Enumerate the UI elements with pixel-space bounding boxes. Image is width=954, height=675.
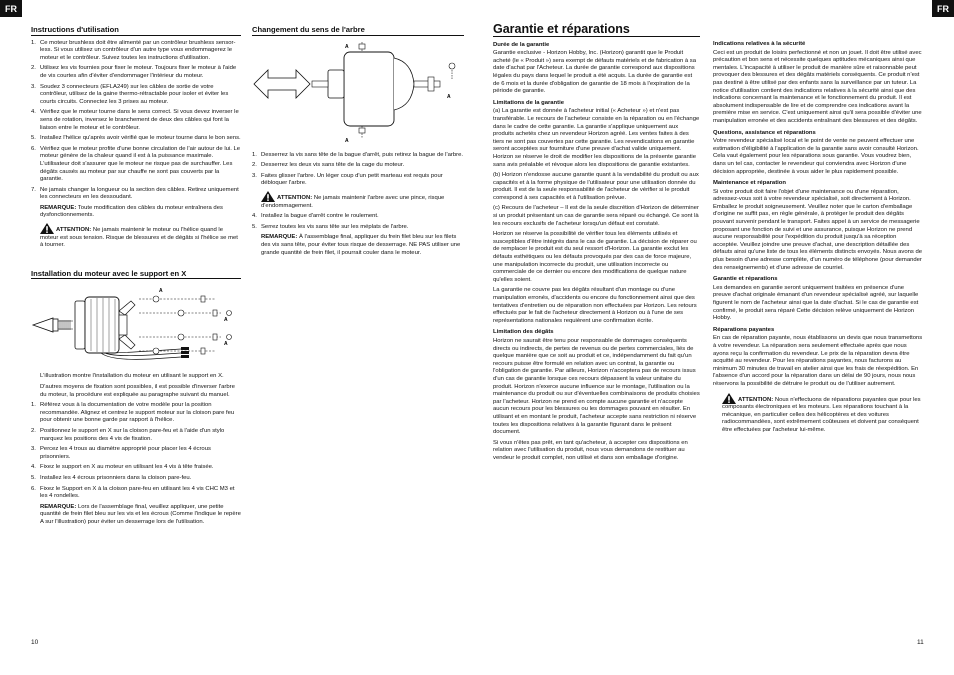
list-item: 5. Installez l'hélice qu'après avoir vérifié que le moteur tourne dans le bon sens. [31, 135, 241, 142]
page-number-right: 11 [917, 639, 924, 646]
shaft-illustration [252, 40, 464, 144]
shaft-column [252, 26, 464, 260]
list-item: 3. Soudez 3 connecteurs (EFLA249) sur les câbles de sortie de votre contrôleur, utilisez de la gaine thermo-rétractable pour isoler et éviter les courts circuits. Connectez les 3 prises au moteur. [31, 83, 229, 105]
section-heading: Indications relatives à la sécurité [713, 41, 806, 47]
install-title: Installation du moteur avec le support en X [31, 270, 241, 280]
figure-label-a: A [224, 317, 228, 324]
shaft-steps [252, 152, 464, 188]
list-item: 4. Fixez le support en X au moteur en utilisant les 4 vis à tête fraisée. [31, 464, 214, 471]
instructions-warning: ATTENTION: Ne jamais maintenir le moteur ou l'hélice quand le moteur est sous tension. Risque de blessures et de dégâts si l'hélice se met à tourner. [31, 223, 241, 250]
list-item: 2. Utilisez les vis fournies pour fixer le moteur. Toujours fixer le moteur à l'aide de vis courtes afin d'éviter d'endommager l'intérieur du moteur. [31, 65, 237, 79]
figure-label-a: A [345, 43, 349, 50]
shaft-drawing [252, 40, 464, 144]
section-heading: Maintenance et réparation [713, 180, 786, 187]
left-column [31, 26, 241, 530]
list-item: 1. Référez vous à la documentation de votre modèle pour la position recommandée. Alignez et centrez le support moteur sur la cloison pare feu pour obtenir une bonne garde par rapport à l'hélice. [31, 402, 235, 424]
warning-icon [261, 191, 275, 202]
section-paragraph: Ceci est un produit de loisirs perfectionné et non un jouet. Il doit être utilisé avec précaution et bon sens et nécessite quelques aptitudes mécaniques ainsi que mentales. L'incapacité à utiliser le produit de manière sûre et raisonnable peut provoquer des blessures et des dégâts matériels conséquents. Ce produit n'est pas destiné à être utilisé par des enfants sans la surveillance par un tuteur. La notice d'utilisation contient des indications relatives à la sécurité ainsi que des indications concernant la maintenance et le fonctionnement du produit. Il est absolument indispensable de lire et de comprendre ces indications avant la première mise en service. C'est uniquement ainsi qu'il sera possible d'éviter une manipulation erronée et des accidents entraînant des blessures et des dégâts. [713, 49, 922, 124]
section-paragraph: Les demandes en garantie seront uniquement traitées en présence d'une preuve d'achat originale émanant d'un revendeur spécialisé agréé, sur laquelle figurent le nom de l'acheteur ainsi que la date d'achat. Si le cas de garantie est confirmé, le produit sera réparé Cette décision relève uniquement de Horizon Hobby. [713, 284, 919, 322]
list-item: 4. Vérifiez que le moteur tourne dans le sens correct. Si vous devez inverser le sens de rotation, inversez le branchement de deux des câbles qui font la liaison entre le moteur et le contrôleur. [31, 109, 239, 131]
section-paragraph: Si vous n'êtes pas prêt, en tant qu'acheteur, à accepter ces dispositions en relation avec l'utilisation du produit, nous vous demandons de restituer au vendeur le produit complet, non utilisé et dans son emballage d'origine. [493, 439, 688, 461]
page-number-left: 10 [31, 639, 39, 646]
list-item: 6. Fixez le Support en X à la cloison pare-feu en utilisant les 4 vis CHC M3 et les 4 rondelles. [31, 485, 235, 500]
list-item: 5. Serrez toutes les vis sans tête sur les méplats de l'arbre. [252, 223, 409, 230]
list-item: 6. Vérifiez que le moteur profite d'une bonne circulation de l'air autour de lui. Le moteur génère de la chaleur quand il est à la puissance maximale. L'utilisateur doit s'assurer que le moteur ne risque pas de surchauffer. Les dégâts causés au moteur par sur chauffe ne sont pas couverts par la garantie. [31, 145, 241, 183]
section-paragraph: Si votre produit doit faire l'objet d'une maintenance ou d'une réparation, adressez-vous soit à votre revendeur spécialisé, soit directement à Horizon. Emballez le produit soigneusement. Veuillez noter que le carton d'emballage d'origine ne suffit pas, en règle générale, à protéger le produit des dégâts pouvant survenir pendant le transport. Faites appel à un service de messagerie proposant une fonction de suivi et une assurance, puisque Horizon ne prend aucune responsabilité pour l'expédition du produit jusqu'à sa réception acceptée. Veuillez joindre une preuve d'achat, une description détaillée des défauts ainsi qu'une liste de tous les éléments distincts envoyés. Nous avons de plus besoin d'une adresse complète, d'un numéro de téléphone (pour demander des renseignements) et d'une adresse de courriel. [713, 188, 923, 271]
section-heading: Limitations de la garantie [493, 99, 565, 106]
section-heading: Durée de la garantie [493, 41, 550, 48]
section-heading: Questions, assistance et réparations [713, 129, 816, 136]
shaft-warning: ATTENTION: Ne jamais maintenir l'arbre avec une pince, risque d'endommagement. [252, 191, 464, 210]
shaft-title: Changement du sens de l'arbre [252, 26, 464, 36]
list-item: 3. Faites glisser l'arbre. Un léger coup d'un petit marteau est requis pour débloquer l'arbre. [252, 172, 443, 187]
x-mount-drawing [31, 283, 241, 365]
list-item: 2. Positionnez le support en X sur la cloison pare-feu et à l'aide d'un stylo marquez les positions des 4 vis de fixation. [31, 428, 225, 442]
instructions-remark: REMARQUE: Toute modification des câbles du moteur entraînera des dysfonctionnements. [40, 204, 223, 219]
shaft-remark: REMARQUE: À l'assemblage final, appliquer du frein filet bleu sur les filets des vis sans tête, pour éviter tous risque de desserrage. NE PAS utiliser une grande quantité de frein filet, il pourrait couler dans le moteur. [261, 234, 461, 256]
section-paragraph: Garantie exclusive - Horizon Hobby, Inc. (Horizon) garantit que le Produit acheté (le « Produit ») sera exempt de défauts matériels et de fabrication à sa date d'achat par l'Acheteur. La durée de garantie correspond aux dispositions légales du pays dans lequel le produit a été acquis. La durée de garantie est de 6 mois et la durée d'obligation de garantie de 18 mois à l'expiration de la période de garantie. [493, 50, 697, 95]
figure-label-a: A [224, 341, 228, 348]
list-item: 1. Desserrez la vis sans tête de la bague d'arrêt, puis retirez la bague de l'arbre. [252, 151, 463, 158]
list-item: 5. Installez les 4 écrous prisonniers dans la cloison pare-feu. [31, 474, 192, 481]
x-mount-illustration [31, 283, 241, 365]
warranty-title: Garantie et réparations [493, 26, 700, 37]
instructions-title: Instructions d'utilisation [31, 26, 241, 36]
list-item: 3. Percez les 4 trous au diamètre approprié pour placer les 4 écrous prisonniers. [31, 446, 211, 460]
section-heading: Réparations payantes [713, 326, 775, 333]
language-tab-left: FR [0, 0, 22, 17]
section-paragraph: Horizon ne saurait être tenu pour responsable de dommages conséquents directs ou indirects, de pertes de revenus ou de pertes commerciales, liés de quelque manière que ce soit au produit et ce, indépendamment du fait qu'un recours puisse être formulé en relation avec un contrat, la garantie ou l'obligation de garantie. Par ailleurs, Horizon n'acceptera pas de recours issus d'un cas de garantie lorsque ces recours dépassent la valeur unitaire du produit. Horizon n'exerce aucune influence sur le montage, l'utilisation ou la maintenance du produit ou sur d'éventuelles combinaisons de produits choisies par l'acheteur. Horizon ne prend en compte aucune garantie et n'accepte aucun recours pour les blessures ou les dommages pouvant en résulter. En utilisant et en montant le produit, l'acheteur accepte sans restriction ni réserve toutes les dispositions relatives à la garantie figurant dans le présent document. [493, 337, 700, 436]
section-heading: Garantie et réparations [713, 276, 778, 283]
list-item: 2. Desserrez les deux vis sans tête de la cage du moteur. [252, 162, 405, 169]
section-paragraph: La garantie ne couvre pas les dégâts résultant d'un montage ou d'une manipulation erronés, d'accidents ou encore du fonctionnement ainsi que des tentatives d'entretien ou de réparation non effectuées par Horizon. Les retours effectués par le fait de l'acheteur directement à Horizon ou à l'une de ses représentations nationales requièrent une confirmation écrite. [493, 287, 697, 324]
warning-icon [40, 223, 54, 234]
shaft-steps-2 [252, 213, 464, 231]
figure-label-a: A [159, 288, 163, 295]
section-paragraph: En cas de réparation payante, nous établissons un devis que nous transmettons à votre revendeur. La réparation sera seulement effectuée après que nous ayons reçu la confirmation du revendeur. Le prix de la réparation devra être acquitté au revendeur. Pour les réparations payantes, nous facturons au minimum 30 minutes de travail en atelier ainsi que les frais de réexpédition. En l'absence d'un accord pour la réparation dans un délai de 90 jours, nous nous réservons la possibilité de détruire le produit ou de l'utiliser autrement. [713, 335, 923, 387]
instructions-steps [31, 40, 241, 202]
figure-label-a: A [447, 93, 451, 100]
section-heading: Limitation des dégâts [493, 329, 554, 336]
warranty-column-1 [493, 22, 700, 465]
warning-icon [722, 393, 736, 404]
section-paragraph: (c) Recours de l'acheteur – Il est de la seule discrétion d'Horizon de déterminer si un produit présentant un cas de garantie sera réparé ou échangé. Ce sont là les recours exclusifs de l'acheteur lorsqu'un défaut est constaté. [493, 205, 699, 227]
list-item: 1. Ce moteur brushless doit être alimenté par un contrôleur brushless sensor-less. Si vous utilisez un contrôleur d'un autre type vous endommagerez le moteur et le contrôleur. Suivez toutes les instructions d'utilisation. [31, 39, 236, 61]
list-item: 4. Installez la bague d'arrêt contre le roulement. [252, 213, 379, 220]
section-paragraph: (b) Horizon n'endosse aucune garantie quant à la vendabilité du produit ou aux capacités et à la forme physique de l'utilisateur pour une utilisation donnée du produit. Il est de la seule responsabilité de l'acheteur de vérifier si le produit correspond à ses capacités et à l'utilisation prévue. [493, 172, 699, 201]
section-paragraph: Votre revendeur spécialisé local et le point de vente ne peuvent effectuer une estimation d'éligibilité à l'application de la garantie sans avoir consulté Horizon. Cela vaut également pour les réparations sous garantie. Vous voudrez bien, dans un tel cas, contacter le revendeur qui conviendra avec Horizon d'une décision appropriée, destinée à vous aider le plus rapidement possible. [713, 138, 919, 175]
install-intro-2: D'autres moyens de fixation sont possibles, il est possible d'inverser l'arbre du moteur, la procédure est expliquée au paragraphe suivant du manuel. [40, 384, 235, 398]
figure-label-a: A [345, 137, 349, 144]
install-steps [31, 402, 241, 501]
install-intro-1: L'illustration montre l'installation du moteur en utilisant le support en X. [40, 373, 224, 380]
list-item: 7. Ne jamais changer la longueur ou la section des câbles. Retirez uniquement les connecteurs en les dessoudant. [31, 186, 239, 201]
language-tab-right: FR [932, 0, 954, 17]
section-paragraph: (a) La garantie est donnée à l'acheteur initial (« Acheteur ») et n'est pas transférable. Le recours de l'acheteur consiste en la réparation ou en l'échange dans le cadre de cette garantie. La garantie s'applique uniquement aux produits achetés chez un revendeur Horizon agréé. Les ventes faites à des tiers ne sont pas couvertes par cette garantie. Les revendications en garantie seront acceptées sur fourniture d'une preuve d'achat valide uniquement. Horizon se réserve le droit de modifier les dispositions de la présente garantie sans avis préalable et révoque alors les dispositions de garantie existantes. [493, 108, 700, 168]
section-paragraph: Horizon se réserve la possibilité de vérifier tous les éléments utilisés et susceptibles d'être intégrés dans le cas de garantie. La décision de réparer ou de remplacer le produit est du seul ressort d'Horizon. La garantie exclut les défauts esthétiques ou les défauts provoqués par des cas de force majeure, une manipulation incorrecte du produit, une utilisation incorrecte ou commerciale de ce dernier ou encore des modifications de quelque nature qu'elles soient. [493, 231, 697, 283]
warranty-column-2 [713, 26, 923, 438]
install-remark: REMARQUE: Lors de l'assemblage final, veuillez appliquer, une petite quantité de frein filet bleu sur les vis et les écrous (Comme l'indique le repère A sur l'illustration) pour éviter un desserrage lors de l'utilisation. [40, 503, 241, 525]
repair-warning: ATTENTION: Nous n'effectuons de réparations payantes que pour les composants électroniques et les moteurs. Les réparations touchant à la mécanique, en particulier celles des hélicoptères et des voitures radiocommandées, sont extrêmement coûteuses et doivent par conséquent être effectuées par l'acheteur lui-même. [713, 393, 923, 435]
